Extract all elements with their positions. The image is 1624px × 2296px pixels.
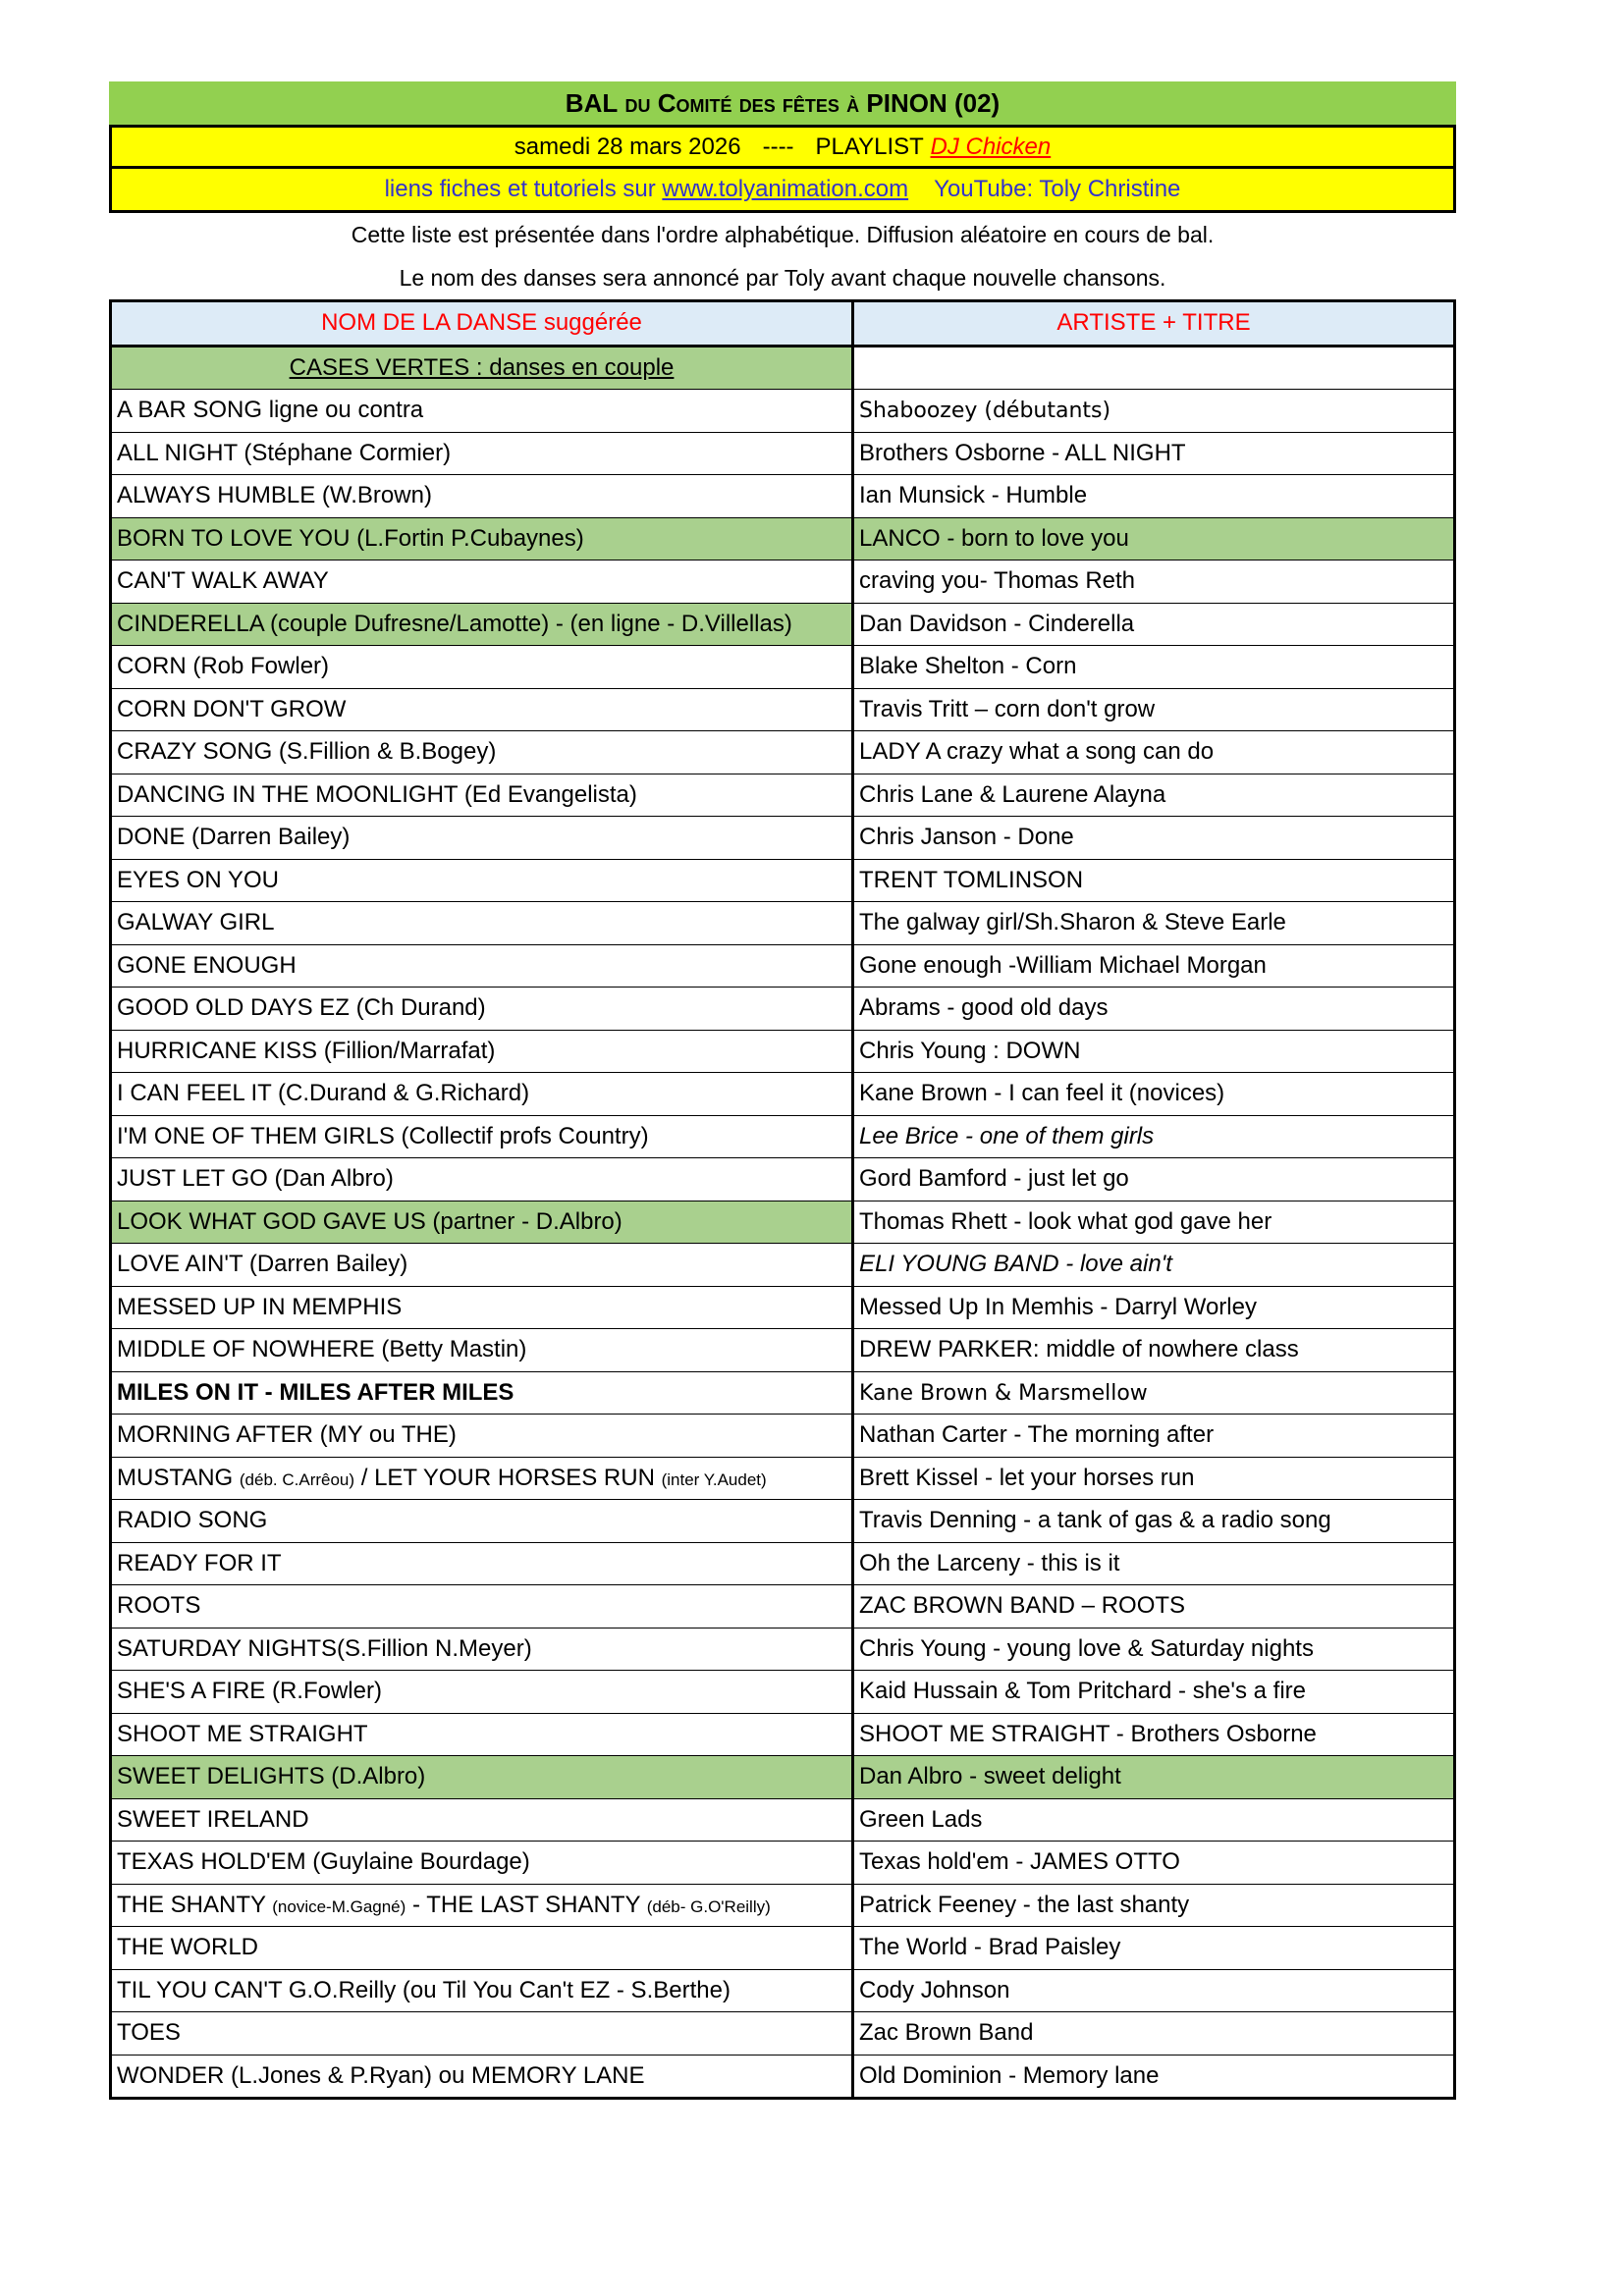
table-header-row — [111, 301, 1455, 347]
dance-name: CRAZY SONG (S.Fillion & B.Bogey) — [117, 738, 497, 766]
note-order: Cette liste est présentée dans l'ordre alphabétique. Diffusion aléatoire en cours de bal. — [351, 222, 1215, 247]
title-prefix: BAL — [565, 87, 619, 118]
note-announce: Le nom des danses sera annoncé par Toly avant chaque nouvelle chansons. — [399, 265, 1166, 291]
dance-cell — [111, 817, 853, 860]
dance-name: SWEET DELIGHTS (D.Albro) — [117, 1763, 426, 1790]
artist-cell — [853, 817, 1455, 860]
table-row — [111, 1030, 1455, 1073]
dance-name: ROOTS — [117, 1592, 201, 1620]
artist-title: Travis Tritt – corn don't grow — [859, 695, 1156, 722]
artist-title: Gone enough -William Michael Morgan — [859, 951, 1267, 979]
dance-cell — [111, 646, 853, 689]
dance-name: WONDER (L.Jones & P.Ryan) ou MEMORY LANE — [117, 2061, 645, 2089]
artist-cell — [853, 2012, 1455, 2056]
artist-title: Ian Munsick - Humble — [859, 482, 1088, 509]
artist-title: Kaid Hussain & Tom Pritchard - she's a fire — [859, 1678, 1306, 1705]
artist-title: Texas hold'em - JAMES OTTO — [859, 1848, 1180, 1876]
dance-cell — [111, 2012, 853, 2056]
dance-name: SATURDAY NIGHTS(S.Fillion N.Meyer) — [117, 1634, 532, 1662]
dance-name-part: - THE LAST SHANTY — [406, 1891, 647, 1918]
artist-cell — [853, 774, 1455, 817]
dance-name: JUST LET GO (Dan Albro) — [117, 1165, 394, 1193]
table-row — [111, 1201, 1455, 1244]
dance-name: MIDDLE OF NOWHERE (Betty Mastin) — [117, 1336, 527, 1363]
table-row — [111, 1671, 1455, 1714]
artist-title: Shaboozey (débutants) — [859, 399, 1111, 424]
dance-cell — [111, 902, 853, 945]
table-row — [111, 1115, 1455, 1158]
table-row — [111, 1798, 1455, 1842]
artist-title: Zac Brown Band — [859, 2019, 1034, 2047]
artist-cell — [853, 1286, 1455, 1329]
artist-cell — [853, 1927, 1455, 1970]
dance-name: I'M ONE OF THEM GIRLS (Collectif profs Country) — [117, 1122, 649, 1149]
dance-cell — [111, 1073, 853, 1116]
dance-cell — [111, 1415, 853, 1458]
dance-cell — [111, 1585, 853, 1629]
youtube-text: YouTube: Toly Christine — [934, 176, 1181, 202]
table-row — [111, 2055, 1455, 2099]
dance-name-part: (déb. C.Arrêou) — [239, 1469, 355, 1489]
artist-cell — [853, 859, 1455, 902]
artist-title: SHOOT ME STRAIGHT - Brothers Osborne — [859, 1720, 1317, 1747]
legend-empty-cell — [853, 346, 1455, 390]
dance-name-part: MUSTANG — [117, 1464, 240, 1491]
legend-row — [111, 346, 1455, 390]
artist-cell — [853, 1628, 1455, 1671]
artist-title: Cody Johnson — [859, 1976, 1010, 2003]
artist-cell — [853, 1158, 1455, 1201]
dance-cell — [111, 1158, 853, 1201]
dance-name: GONE ENOUGH — [117, 951, 297, 979]
playlist-label: PLAYLIST — [815, 133, 924, 160]
dance-cell — [111, 1286, 853, 1329]
playlist-sheet — [109, 81, 1456, 2089]
artist-cell — [853, 1671, 1455, 1714]
artist-cell — [853, 1585, 1455, 1629]
dance-cell — [111, 517, 853, 561]
date-banner — [109, 125, 1456, 169]
dance-name: CORN (Rob Fowler) — [117, 653, 330, 680]
dance-cell — [111, 859, 853, 902]
artist-title: Dan Davidson - Cinderella — [859, 610, 1135, 637]
artist-title: Travis Denning - a tank of gas & a radio song — [859, 1507, 1331, 1534]
dance-name: MORNING AFTER (MY ou THE) — [117, 1421, 457, 1449]
dance-cell — [111, 1713, 853, 1756]
artist-cell — [853, 1457, 1455, 1500]
table-row — [111, 774, 1455, 817]
artist-title: Chris Janson - Done — [859, 824, 1074, 851]
dance-cell — [111, 1500, 853, 1543]
table-row — [111, 1927, 1455, 1970]
artist-title: Kane Brown - I can feel it (novices) — [859, 1080, 1225, 1107]
artist-cell — [853, 688, 1455, 731]
dance-cell — [111, 1329, 853, 1372]
artist-cell — [853, 1201, 1455, 1244]
table-row — [111, 1628, 1455, 1671]
legend-text: CASES VERTES : danses en couple — [289, 353, 675, 381]
dance-name: CINDERELLA (couple Dufresne/Lamotte) - (en ligne - D.Villellas) — [117, 610, 792, 637]
artist-title: Kane Brown & Marsmellow — [859, 1380, 1148, 1406]
dance-cell — [111, 1201, 853, 1244]
artist-cell — [853, 475, 1455, 518]
table-row — [111, 1371, 1455, 1415]
artist-cell — [853, 390, 1455, 433]
dance-name: TEXAS HOLD'EM (Guylaine Bourdage) — [117, 1848, 530, 1876]
dance-name: THE WORLD — [117, 1934, 258, 1961]
artist-title: Old Dominion - Memory lane — [859, 2061, 1160, 2089]
artist-cell — [853, 1798, 1455, 1842]
table-row — [111, 475, 1455, 518]
table-row — [111, 1713, 1455, 1756]
artist-cell — [853, 902, 1455, 945]
separator: ---- — [762, 133, 794, 160]
artist-cell — [853, 432, 1455, 475]
dance-name: SHE'S A FIRE (R.Fowler) — [117, 1678, 382, 1705]
dance-cell — [111, 561, 853, 604]
table-row — [111, 1969, 1455, 2012]
dance-table — [109, 299, 1456, 2100]
dance-cell — [111, 944, 853, 988]
dance-name: TIL YOU CAN'T G.O.Reilly (ou Til You Can't EZ - S.Berthe) — [117, 1976, 731, 2003]
dance-name: ALWAYS HUMBLE (W.Brown) — [117, 482, 432, 509]
artist-cell — [853, 2055, 1455, 2099]
dance-cell — [111, 2055, 853, 2099]
dance-name: MESSED UP IN MEMPHIS — [117, 1293, 403, 1320]
artist-title: Chris Lane & Laurene Alayna — [859, 780, 1166, 808]
artist-cell — [853, 1969, 1455, 2012]
dance-name: READY FOR IT — [117, 1549, 282, 1576]
dance-name: LOVE AIN'T (Darren Bailey) — [117, 1251, 408, 1278]
artist-title: LANCO - born to love you — [859, 524, 1129, 552]
dance-name: RADIO SONG — [117, 1507, 268, 1534]
table-row — [111, 1286, 1455, 1329]
table-row — [111, 646, 1455, 689]
dance-name: I CAN FEEL IT (C.Durand & G.Richard) — [117, 1080, 530, 1107]
table-row — [111, 1244, 1455, 1287]
col-artist-header: ARTISTE + TITRE — [853, 301, 1455, 347]
artist-cell — [853, 517, 1455, 561]
artist-title: Blake Shelton - Corn — [859, 653, 1077, 680]
legend-cell — [111, 346, 853, 390]
dance-name: CAN'T WALK AWAY — [117, 567, 329, 595]
dance-cell — [111, 1115, 853, 1158]
artist-title: Brothers Osborne - ALL NIGHT — [859, 439, 1186, 466]
artist-cell — [853, 603, 1455, 646]
artist-cell — [853, 1244, 1455, 1287]
dance-name-part: THE SHANTY — [117, 1891, 273, 1918]
artist-title: Nathan Carter - The morning after — [859, 1421, 1215, 1449]
artist-cell — [853, 1030, 1455, 1073]
dance-cell — [111, 432, 853, 475]
dance-name: DONE (Darren Bailey) — [117, 824, 351, 851]
table-row — [111, 1884, 1455, 1927]
table-row — [111, 603, 1455, 646]
table-row — [111, 2012, 1455, 2056]
artist-title: Chris Young - young love & Saturday nights — [859, 1634, 1314, 1662]
table-row — [111, 988, 1455, 1031]
title-suffix: PINON (02) — [866, 87, 1001, 118]
artist-cell — [853, 1756, 1455, 1799]
artist-cell — [853, 1073, 1455, 1116]
table-row — [111, 731, 1455, 774]
artist-title: Dan Albro - sweet delight — [859, 1763, 1121, 1790]
table-row — [111, 432, 1455, 475]
dance-cell — [111, 1457, 853, 1500]
dance-name: CORN DON'T GROW — [117, 695, 347, 722]
dance-cell — [111, 603, 853, 646]
table-row — [111, 1073, 1455, 1116]
table-row — [111, 517, 1455, 561]
col-dance-header: NOM DE LA DANSE suggérée — [111, 301, 853, 347]
table-row — [111, 1158, 1455, 1201]
artist-title: Gord Bamford - just let go — [859, 1165, 1129, 1193]
table-row — [111, 859, 1455, 902]
dance-cell — [111, 988, 853, 1031]
dance-cell — [111, 1371, 853, 1415]
artist-cell — [853, 988, 1455, 1031]
artist-title: Patrick Feeney - the last shanty — [859, 1891, 1190, 1918]
artist-cell — [853, 1371, 1455, 1415]
title-smallcaps: du Comité des fêtes à — [624, 87, 860, 118]
table-row — [111, 390, 1455, 433]
table-row — [111, 688, 1455, 731]
dance-cell — [111, 1244, 853, 1287]
artist-title: ELI YOUNG BAND - love ain't — [859, 1251, 1172, 1278]
artist-cell — [853, 731, 1455, 774]
table-row — [111, 1842, 1455, 1885]
links-banner — [109, 169, 1456, 213]
dance-cell — [111, 731, 853, 774]
artist-title: ZAC BROWN BAND – ROOTS — [859, 1592, 1186, 1620]
table-row — [111, 902, 1455, 945]
artist-title: craving you- Thomas Reth — [859, 567, 1136, 595]
dance-cell — [111, 688, 853, 731]
artist-cell — [853, 1884, 1455, 1927]
dance-cell — [111, 1969, 853, 2012]
dance-name: SWEET IRELAND — [117, 1805, 309, 1833]
artist-cell — [853, 944, 1455, 988]
dance-name: DANCING IN THE MOONLIGHT (Ed Evangelista) — [117, 780, 637, 808]
dance-cell — [111, 1671, 853, 1714]
dj-name: DJ Chicken — [930, 133, 1052, 160]
artist-title: Chris Young : DOWN — [859, 1037, 1081, 1064]
dance-cell — [111, 1798, 853, 1842]
dance-cell — [111, 1030, 853, 1073]
table-row — [111, 1415, 1455, 1458]
dance-cell — [111, 1542, 853, 1585]
dance-name: MILES ON IT - MILES AFTER MILES — [117, 1378, 514, 1406]
dance-name: A BAR SONG ligne ou contra — [117, 397, 424, 424]
artist-title: Brett Kissel - let your horses run — [859, 1464, 1195, 1491]
dance-name-part: / LET YOUR HORSES RUN — [354, 1464, 662, 1491]
dance-name: BORN TO LOVE YOU (L.Fortin P.Cubaynes) — [117, 524, 584, 552]
dance-cell — [111, 1756, 853, 1799]
artist-cell — [853, 1500, 1455, 1543]
dance-name: GOOD OLD DAYS EZ (Ch Durand) — [117, 994, 486, 1022]
event-date: samedi 28 mars 2026 — [514, 133, 741, 160]
artist-title: Oh the Larceny - this is it — [859, 1549, 1120, 1576]
table-row — [111, 817, 1455, 860]
dance-name: HURRICANE KISS (Fillion/Marrafat) — [117, 1037, 496, 1064]
dance-cell — [111, 774, 853, 817]
artist-cell — [853, 561, 1455, 604]
dance-name: TOES — [117, 2019, 181, 2047]
dance-name-part: (inter Y.Audet) — [661, 1469, 767, 1489]
artist-title: The World - Brad Paisley — [859, 1934, 1121, 1961]
artist-cell — [853, 1329, 1455, 1372]
artist-title: Abrams - good old days — [859, 994, 1109, 1022]
dance-cell — [111, 390, 853, 433]
artist-title: Green Lads — [859, 1805, 983, 1833]
table-row — [111, 1457, 1455, 1500]
event-title-banner — [109, 81, 1456, 125]
artist-cell — [853, 1842, 1455, 1885]
artist-cell — [853, 1713, 1455, 1756]
dance-name: ALL NIGHT (Stéphane Cormier) — [117, 439, 452, 466]
dance-cell — [111, 475, 853, 518]
artist-title: Thomas Rhett - look what god gave her — [859, 1207, 1272, 1235]
dance-name: EYES ON YOU — [117, 866, 279, 893]
artist-title: DREW PARKER: middle of nowhere class — [859, 1336, 1299, 1363]
dance-cell — [111, 1927, 853, 1970]
dance-name-part: (déb- G.O'Reilly) — [646, 1896, 771, 1916]
website-link[interactable]: www.tolyanimation.com — [662, 176, 909, 202]
artist-cell — [853, 1415, 1455, 1458]
artist-cell — [853, 1115, 1455, 1158]
artist-title: Messed Up In Memhis - Darryl Worley — [859, 1293, 1257, 1320]
table-row — [111, 561, 1455, 604]
artist-title: The galway girl/Sh.Sharon & Steve Earle — [859, 909, 1286, 936]
dance-cell — [111, 1884, 853, 1927]
dance-name: LOOK WHAT GOD GAVE US (partner - D.Albro) — [117, 1207, 623, 1235]
table-row — [111, 1585, 1455, 1629]
table-row — [111, 1542, 1455, 1585]
dance-cell — [111, 1842, 853, 1885]
dance-name-part: (novice-M.Gagné) — [272, 1896, 406, 1916]
dance-cell — [111, 1628, 853, 1671]
table-row — [111, 1500, 1455, 1543]
artist-title: LADY A crazy what a song can do — [859, 738, 1215, 766]
dance-name: GALWAY GIRL — [117, 909, 275, 936]
table-row — [111, 944, 1455, 988]
table-row — [111, 1756, 1455, 1799]
links-label: liens fiches et tutoriels sur — [384, 176, 656, 202]
dance-name: SHOOT ME STRAIGHT — [117, 1720, 368, 1747]
table-row — [111, 1329, 1455, 1372]
artist-title: TRENT TOMLINSON — [859, 866, 1084, 893]
artist-cell — [853, 646, 1455, 689]
artist-title: Lee Brice - one of them girls — [859, 1122, 1155, 1149]
artist-cell — [853, 1542, 1455, 1585]
